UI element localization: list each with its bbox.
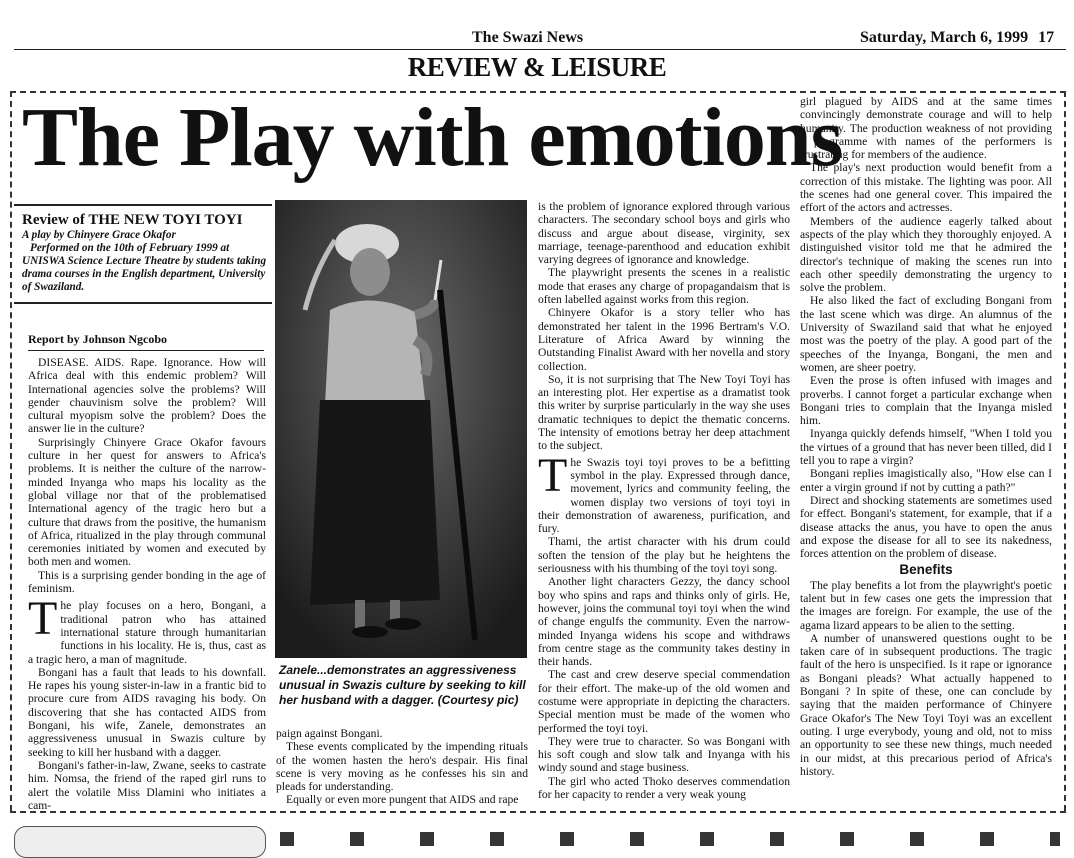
section-title: REVIEW & LEISURE: [407, 52, 667, 82]
paragraph: Equally or even more pungent that AIDS and rape: [286, 793, 519, 807]
paragraph: The playwright presents the scenes in a realistic mode that erases any charge of propagandaism that is often labelled against works from this region.: [538, 266, 790, 307]
article-column-3: [538, 200, 790, 801]
next-article-box: [14, 826, 266, 858]
paragraph: Thami, the artist character with his drum could soften the tension of the play but he heightens the seriousness with his thumbing of the toyi toyi song.: [538, 535, 790, 576]
paragraph: Bongani has a fault that leads to his downfall. He rapes his young sister-in-law in a frantic bid to procure cure from AIDS ravaging his body. On discovering that she has contacted AIDS from Bongani, his wife, Zanele, demonstrates an aggressiveness unusual in Swazis culture by seeking to kill her husband with a dagger.: [28, 665, 266, 759]
next-article-headline-fragment: [280, 826, 1060, 846]
paragraph: These events complicated by the impending rituals of the women hasten the hero's despair. His final scene is very moving as he confesses his sin and pleads for understanding.: [276, 740, 528, 794]
paragraph: The play's next production would benefit from a correction of this mistake. The lighting was poor. All the scenes had one general cover. This impaired the effort of the actors and actresses.: [800, 161, 1052, 215]
paragraph: They were true to character. So was Bongani with his soft cough and slow talk and Inyanga with his windy sound and stage business.: [538, 734, 790, 775]
performer-illustration: [275, 200, 527, 658]
review-performance-line: Performed on the 10th of February 1999 at UNISWA Science Lecture Theatre by students taking drama courses in the English department, University of Swaziland.: [22, 242, 267, 293]
paragraph: So, it is not surprising that The New Toyi Toyi has an interesting plot. Her expertise as a dramatist took this writer by surprise particularly in the way she uses dramatic techniques to depict the thematic concerns. The intensity of emotions betray her deep attachment to the subject.: [538, 372, 790, 453]
paragraph: girl plagued by AIDS and at the same times convincingly demonstrate courage and will to help humanity. The production weakness of not providing a programme with names of the performers is frustrating for members of the audience.: [800, 95, 1052, 162]
paragraph-dropcap: The Swazis toyi toyi proves to be a befitting symbol in the play. Expressed through dance, movement, lyrics and community feeling, the women display two versions of toyi toyi in their demonstration of awareness, purification, and fury.: [538, 448, 790, 536]
paragraph: Bongani replies imagistically also, "How else can I enter a virgin ground if not by cutting a path?": [800, 467, 1052, 494]
paragraph: The cast and crew deserve special commendation for their effort. The make-up of the old women and costume were appropriate in depicting the characters. Special mention must be made of the women who performed the toyi toyi.: [538, 668, 790, 735]
paragraph: The play benefits a lot from the playwright's poetic talent but in few cases one gets the impression that the images are foreign. For example, the use of the agama lizard appears to be alien to the setting.: [800, 578, 1052, 632]
frame-right: [1064, 91, 1066, 811]
paragraph: Inyanga quickly defends himself, "When I told you the virtues of a ground that has never been tilled, did I tell you to rape a virgin?: [800, 427, 1052, 468]
page-number: 17: [1038, 29, 1055, 46]
photo-caption: Zanele...demonstrates an aggressiveness unusual in Swazis culture by seeking to kill her husband with a dagger. (Courtesy pic): [279, 663, 526, 707]
paragraph: Even the prose is often infused with images and proverbs. I cannot forget a particular exchange when Bongani tries to complain that the Inyanga misled him.: [800, 374, 1052, 428]
article-column-2: [276, 727, 528, 807]
frame-left: [10, 91, 12, 811]
paragraph: Another light characters Gezzy, the dancy school boy who spins and raps and thinks only of girls. He, however, joins the communal toyi toyi when the wind of change engulfs the community. Even the narrow-minded Inyanga widens his scope and withdraws from centre stage as the community takes destiny in their hands.: [538, 575, 790, 669]
performance-photo: [275, 200, 527, 658]
paragraph: is the problem of ignorance explored through various characters. The secondary school boys and girls who discuss and argue about disease, virginity, sex marriage, teenage-parenthood and education exhibit varying degrees of ignorance and knowledge.: [538, 200, 790, 267]
paragraph: A number of unanswered questions ought to be taken care of in subsequent productions. The tragic fault of the hero is unspecified. Is it rape or ignorance as Bongani pleads? What actually happened to Bongani ? In spite of these, one can conclude by saying that the maiden performance of Chinyere Grace Okafor's The New Toyi Toyi was an excellent outing. I urge everybody, young and old, not to miss an opportunity to see these new things, much needed in our midst, at this precarious period of Africa's history.: [800, 631, 1052, 778]
newspaper-name: The Swazi News: [472, 29, 584, 46]
paragraph: Members of the audience eagerly talked about aspects of the play which they thoroughly enjoyed. A distinguished visitor told me that he admired the director's technique of making the scenes run into each other speedily demonstrating the urgency to solve the problem.: [800, 214, 1052, 295]
paragraph-dropcap: The play focuses on a hero, Bongani, a traditional patron who has attained international stature through humanitarian functions in his locality. He is, thus, cast as a tragic hero, a man of magnitude.: [28, 592, 266, 666]
issue-date-text: Saturday, March 6, 1999: [860, 29, 1029, 46]
paragraph: The girl who acted Thoko deserves commendation for her capacity to render a very weak young: [538, 774, 790, 802]
byline-rule: [28, 350, 264, 351]
paragraph: Surprisingly Chinyere Grace Okafor favours culture in her quest for answers to Africa's problems. It is neither the culture of the narrow-minded Inyanga who maps his locality as the global village nor that of the problematised International agency of the tragic hero but a culture that draws from the positive, the humanism of Africa, ritualized in the play through communal ceremonies initiated by women and executed by both men and women.: [28, 435, 266, 569]
review-info-box: [14, 204, 272, 304]
review-title: Review of THE NEW TOYI TOYI: [22, 212, 243, 228]
byline: Report by Johnson Ngcobo: [28, 332, 168, 346]
paragraph: paign against Bongani.: [276, 727, 383, 740]
paragraph: Chinyere Okafor is a story teller who has demonstrated her talent in the 1996 Bertram's V.O. Literature of Africa Award by winning the Outstanding Finalist Award with her novella and story collection.: [538, 306, 790, 373]
benefits-heading: Benefits: [899, 562, 953, 578]
paragraph: He also liked the fact of excluding Bongani from the last scene which was dirge. An alumnus of the University of Swaziland said that what he enjoyed most was the poetry of the play. A good part of the speeches of the Inyanga, Bongani, the men and women, are sheer poetry.: [800, 294, 1052, 374]
paragraph: Direct and shocking statements are sometimes used for effect. Bongani's statement, for example, that if a disease attacks the anus, you have to open the anus and expose the disease for all to see its nakedness, forces attention on the problem of disease.: [800, 493, 1052, 561]
paragraph: Bongani's father-in-law, Zwane, seeks to castrate him. Nomsa, the friend of the raped girl runs to alert the volatile Miss Dlamini who initiates a cam-: [28, 758, 266, 812]
review-author-line: A play by Chinyere Grace Okafor: [22, 229, 176, 241]
headline: The Play with emotions: [22, 91, 843, 184]
paragraph: This is a surprising gender bonding in the age of feminism.: [28, 568, 266, 596]
article-column-1: [28, 356, 266, 812]
article-column-4: [800, 95, 1052, 778]
masthead-rule: [14, 49, 1066, 50]
paragraph: DISEASE. AIDS. Rape. Ignorance. How will Africa deal with this endemic problem? Will International agencies solve the problems? Will gender chauvinism solve the problem? Will cultural myopism solve the problem? Does the answer lie in the culture?: [28, 356, 266, 436]
issue-date: [860, 29, 1054, 47]
